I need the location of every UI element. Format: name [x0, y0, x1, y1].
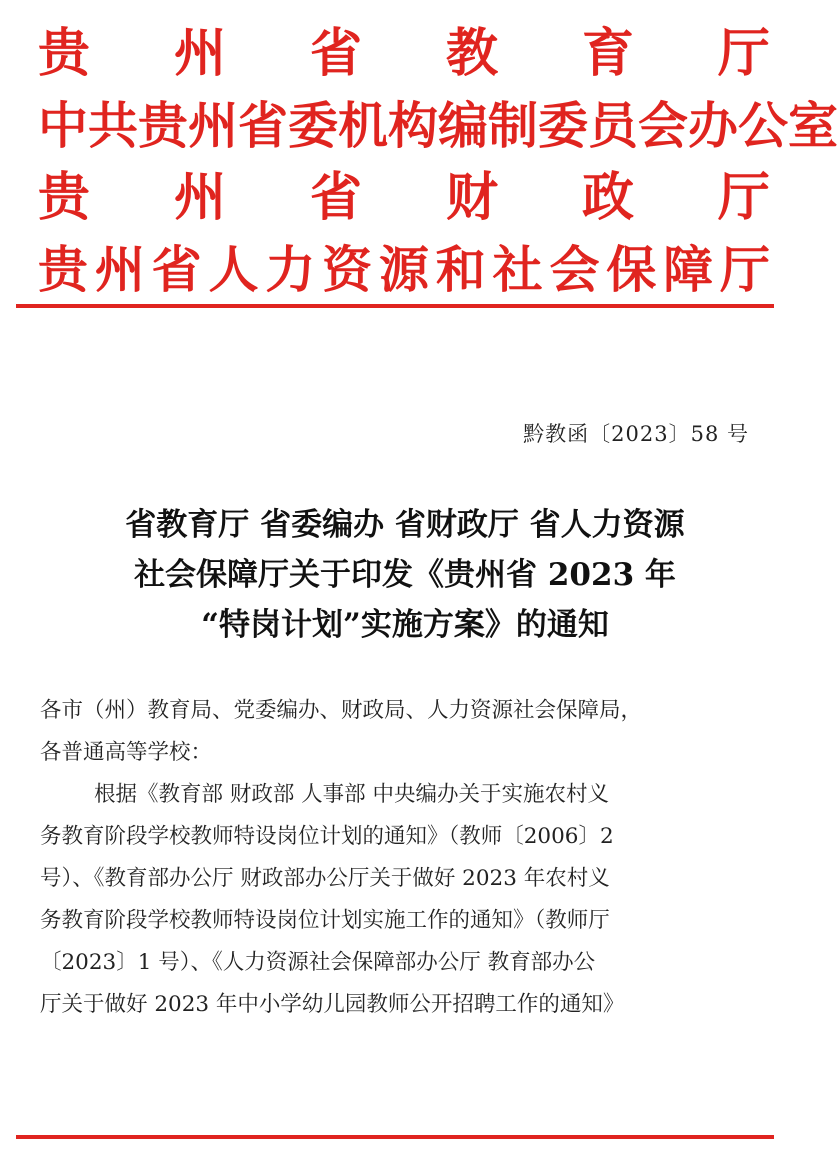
- issuer-char: 育: [581, 24, 634, 84]
- issuer-char: 省: [151, 241, 202, 299]
- issuer-char: 委: [288, 97, 338, 155]
- issuer-char: 财: [445, 168, 498, 228]
- issuer-char: 障: [663, 241, 714, 299]
- title-line: 省教育厅 省委编办 省财政厅 省人力资源: [125, 507, 685, 543]
- body-line: 务教育阶段学校教师特设岗位计划的通知》（教师〔2006〕2: [40, 824, 614, 849]
- body-line: 务教育阶段学校教师特设岗位计划实施工作的通知》（教师厅: [40, 908, 610, 933]
- issuer-char: 共: [88, 97, 138, 155]
- issuer-char: 贵: [38, 168, 91, 228]
- issuer-char: 贵: [138, 97, 188, 155]
- issuer-char: 室: [788, 97, 838, 155]
- issuer-char: 州: [173, 168, 226, 228]
- issuer-char: 会: [549, 241, 600, 299]
- issuer-char: 资: [322, 241, 373, 299]
- issuer-staffing-office: [38, 90, 838, 162]
- issuer-char: 省: [309, 24, 362, 84]
- issuer-char: 州: [94, 241, 145, 299]
- issuer-char: 制: [488, 97, 538, 155]
- issuer-char: 力: [265, 241, 316, 299]
- issuer-char: 机: [338, 97, 388, 155]
- issuer-char: 州: [188, 97, 238, 155]
- issuer-hr-social-security-dept: [38, 234, 770, 306]
- issuer-finance-dept: [38, 162, 770, 234]
- addressee-line: 各市（州）教育局、党委编办、财政局、人力资源社会保障局，: [40, 698, 643, 723]
- issuer-char: 编: [438, 97, 488, 155]
- issuer-char: 公: [738, 97, 788, 155]
- issuer-char: 保: [606, 241, 657, 299]
- issuer-char: 源: [378, 241, 429, 299]
- issuer-char: 人: [208, 241, 259, 299]
- issuer-char: 厅: [717, 24, 770, 84]
- body-line: 号）、《教育部办公厅 财政部办公厅关于做好 2023 年农村义: [40, 866, 610, 891]
- title-line: “特岗计划”实施方案》的通知: [201, 607, 609, 643]
- issuer-char: 会: [638, 97, 688, 155]
- issuer-char: 省: [309, 168, 362, 228]
- issuer-char: 州: [173, 24, 226, 84]
- body-line: 厅关于做好 2023 年中小学幼儿园教师公开招聘工作的通知》: [40, 992, 625, 1017]
- issuer-char: 员: [588, 97, 638, 155]
- issuer-char: 构: [388, 97, 438, 155]
- document-body: [40, 690, 755, 1026]
- title-line: 社会保障厅关于印发《贵州省 2023 年: [134, 557, 676, 593]
- addressee-line: 各普通高等学校：: [40, 740, 213, 765]
- issuer-char: 厅: [719, 241, 770, 299]
- issuer-char: 贵: [38, 241, 88, 299]
- issuer-education-dept: [38, 18, 770, 90]
- issuer-char: 委: [538, 97, 588, 155]
- body-line: 根据《教育部 财政部 人事部 中央编办关于实施农村义: [94, 782, 610, 807]
- document-number: 黔教函〔2023〕58 号: [523, 422, 749, 446]
- issuer-char: 社: [492, 241, 543, 299]
- issuer-char: 教: [445, 24, 498, 84]
- issuer-char: 厅: [717, 168, 770, 228]
- issuer-char: 省: [238, 97, 288, 155]
- letterhead-divider: [16, 304, 774, 308]
- issuer-char: 贵: [38, 24, 91, 84]
- issuer-char: 和: [435, 241, 486, 299]
- issuer-char: 办: [688, 97, 738, 155]
- issuer-char: 政: [581, 168, 634, 228]
- document-title: [40, 500, 770, 650]
- body-line: 〔2023〕1 号）、《人力资源社会保障部办公厅 教育部办公: [40, 950, 596, 975]
- letterhead-issuers: [38, 18, 838, 306]
- issuer-char: 中: [38, 97, 88, 155]
- bottom-divider: [16, 1135, 774, 1139]
